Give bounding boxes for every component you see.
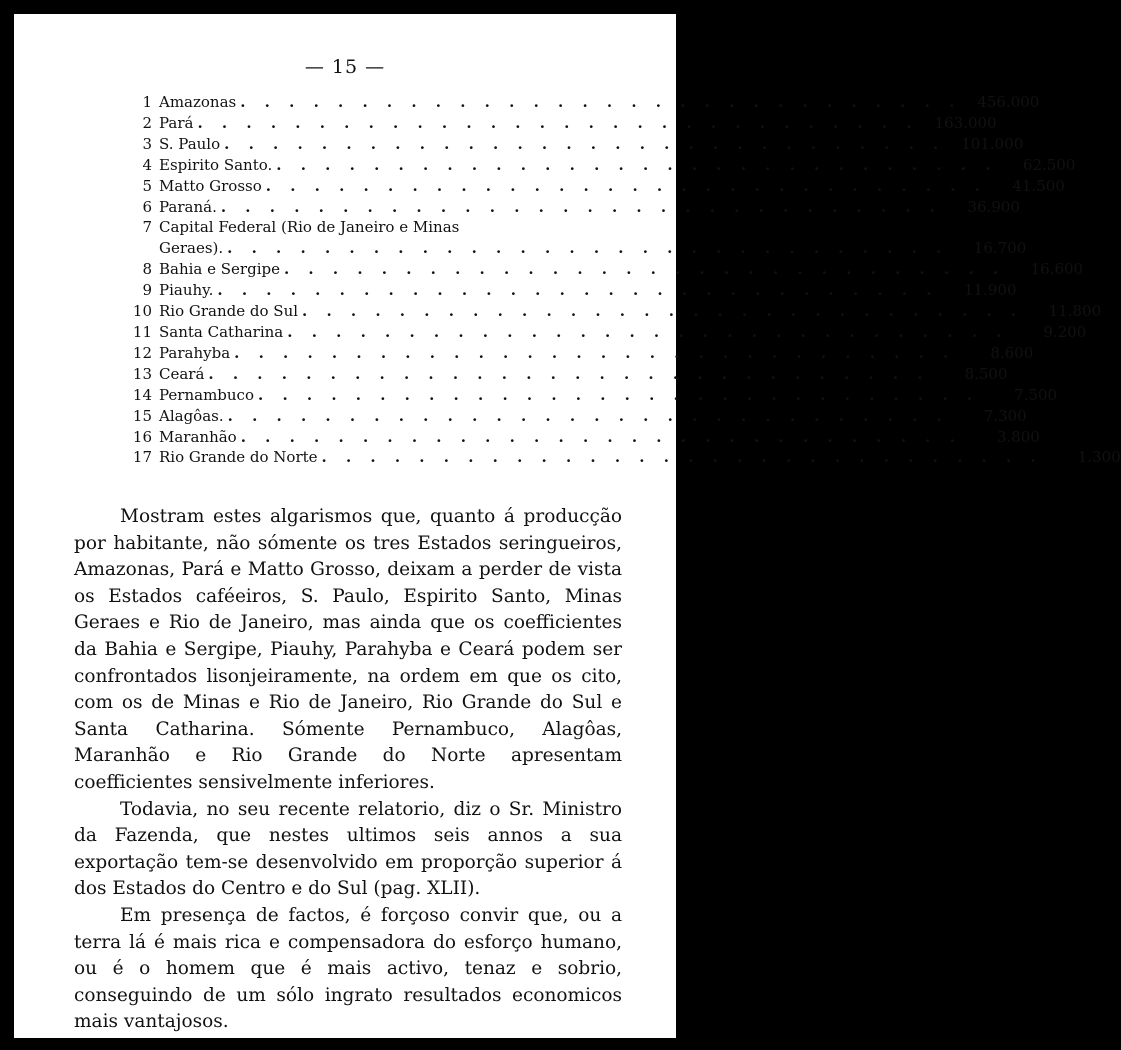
state-name: Espirito Santo. xyxy=(159,155,273,174)
state-ranking-list xyxy=(114,92,1121,468)
state-name: Alagôas. xyxy=(159,406,224,425)
state-name: Capital Federal (Rio de Janeiro e Minas xyxy=(159,218,460,237)
state-name: Bahia e Sergipe xyxy=(159,260,280,279)
list-item-continuation xyxy=(114,238,1027,259)
list-item xyxy=(114,301,1102,322)
list-item xyxy=(114,427,1040,448)
value: 11.800 xyxy=(1048,302,1102,321)
state-name: Rio Grande do Sul xyxy=(159,302,299,321)
dot-leader: . . . . . . . . . . . . . . . . . . . . . . . . . . . . . . xyxy=(227,239,949,258)
value: 62.500 xyxy=(1022,155,1076,174)
state-name: Pará xyxy=(159,113,194,132)
value: 1.300 xyxy=(1077,448,1121,467)
list-item xyxy=(114,134,1024,155)
list-item xyxy=(114,406,1027,427)
list-item xyxy=(114,447,1121,468)
rank-number: 14 xyxy=(132,385,152,404)
dot-leader: . . . . . . . . . . . . . . . . . . . . . . . . . . . . . . xyxy=(321,448,1043,467)
dot-leader: . . . . . . . . . . . . . . . . . . . . . . . . . . . . . . xyxy=(234,343,956,362)
state-name: Pernambuco xyxy=(159,385,254,404)
rank-number: 3 xyxy=(142,134,152,153)
rank-number: 17 xyxy=(132,448,152,467)
rank-number: 16 xyxy=(132,427,152,446)
value: 8.500 xyxy=(964,364,1008,383)
list-item xyxy=(114,280,1017,301)
state-name: Maranhão xyxy=(159,427,237,446)
dot-leader: . . . . . . . . . . . . . . . . . . . . . . . . . . . . . . xyxy=(302,302,1024,321)
state-name: S. Paulo xyxy=(159,134,221,153)
rank-number: 10 xyxy=(132,302,152,321)
dot-leader: . . . . . . . . . . . . . . . . . . . . . . . . . . . . . . xyxy=(208,364,930,383)
list-item xyxy=(114,217,574,238)
state-name: Rio Grande do Norte xyxy=(159,448,318,467)
list-item xyxy=(114,197,1020,218)
dot-leader: . . . . . . . . . . . . . . . . . . . . . . . . . . . . . . xyxy=(258,385,980,404)
value: 7.500 xyxy=(1014,385,1058,404)
dot-leader: . . . . . . . . . . . . . . . . . . . . . . . . . . . . . . xyxy=(283,260,1006,279)
list-item xyxy=(114,113,997,134)
body-text xyxy=(74,504,622,1036)
value: 16.700 xyxy=(973,239,1027,258)
list-item xyxy=(114,385,1058,406)
value: 9.200 xyxy=(1043,322,1087,341)
value: 8.600 xyxy=(990,343,1034,362)
list-item xyxy=(114,259,1084,280)
rank-number: 4 xyxy=(142,155,152,174)
list-item xyxy=(114,322,1087,343)
dot-leader: . . . . . . . . . . . . . . . . . . . . . . . . . . . . . . xyxy=(217,281,939,300)
dot-leader: . . . . . . . . . . . . . . . . . . . . . . . . . . . . . . xyxy=(197,113,919,132)
rank-number: 1 xyxy=(142,93,152,111)
list-item xyxy=(114,343,1034,364)
state-name-continuation: Geraes). xyxy=(159,239,224,258)
dot-leader: . . . . . . . . . . . . . . . . . . . . . . . . . . . . . . xyxy=(276,155,998,174)
value: 456.000 xyxy=(977,93,1040,111)
dot-leader: . . . . . . . . . . . . . . . . . . . . . . . . . . . . . . xyxy=(227,406,949,425)
state-name: Ceará xyxy=(159,364,205,383)
list-item xyxy=(114,176,1065,197)
value: 16.600 xyxy=(1030,260,1084,279)
value: 36.900 xyxy=(967,197,1020,216)
rank-number: 13 xyxy=(132,364,152,383)
document-page xyxy=(14,14,1121,1038)
paragraph: Mostram estes algarismos que, quanto á producção por habitante, não sómente os tres Estados seringueiros, Amazonas, Pará e Matto Grosso, deixam a perder de vista os Estados caféeiros, S. Paulo, Espirito Santo, Minas Geraes e Rio de Janeiro, mas ainda que os coefficientes da Bahia e Sergipe, Piauhy, Parahyba e Ceará podem ser confrontados lisonjeiramente, na ordem em que os cito, com os de Minas e Rio de Janeiro, Rio Grande do Sul e Santa Catharina. Sómente Pernambuco, Alagôas, Maranhão e Rio Grande do Norte apresentam coefficientes sensivelmente inferiores. xyxy=(74,506,622,793)
state-name: Piauhy. xyxy=(159,281,214,300)
rank-number: 6 xyxy=(142,197,152,216)
value: 3.800 xyxy=(996,427,1040,446)
list-item xyxy=(114,155,1076,176)
value: 41.500 xyxy=(1012,176,1065,195)
state-name: Santa Catharina xyxy=(159,322,284,341)
list-item xyxy=(114,364,1008,385)
value: 7.300 xyxy=(983,406,1027,425)
dot-leader: . . . . . . . . . . . . . . . . . . . . . . . . . . . . . . xyxy=(224,134,946,153)
page-number: — 15 — xyxy=(304,56,386,78)
value: 101.000 xyxy=(961,134,1024,153)
rank-number: 8 xyxy=(142,260,152,279)
rank-number: 15 xyxy=(132,406,152,425)
dot-leader: . . . . . . . . . . . . . . . . . . . . . . . . . . . . . . xyxy=(265,176,987,195)
rank-number: 2 xyxy=(142,113,152,132)
paragraph: Em presença de factos, é forçoso convir que, ou a terra lá é mais rica e compensadora do esforço humano, ou é o homem que é mais activo, tenaz e sobrio, conseguindo de um sólo ingrato resultados economicos mais vantajosos. xyxy=(74,904,622,1033)
rank-number: 11 xyxy=(132,322,152,341)
state-name: Matto Grosso xyxy=(159,176,262,195)
dot-leader: . . . . . . . . . . . . . . . . . . . . . . . . . . . . . . xyxy=(287,322,1009,341)
dot-leader: . . . . . . . . . . . . . . . . . . . . . . . . . . . . . . xyxy=(220,197,942,216)
value: 11.900 xyxy=(964,281,1017,300)
list-item xyxy=(114,92,1040,113)
rank-number: 9 xyxy=(142,281,152,300)
rank-number: 5 xyxy=(142,176,152,195)
value: 163.000 xyxy=(934,113,997,132)
dot-leader: . . . . . . . . . . . . . . . . . . . . . . . . . . . . . . xyxy=(240,427,962,446)
rank-number: 12 xyxy=(132,343,152,362)
rank-number: 7 xyxy=(142,218,152,237)
state-name: Paraná. xyxy=(159,197,217,216)
paragraph: Todavia, no seu recente relatorio, diz o Sr. Ministro da Fazenda, que nestes ultimos seis annos a sua exportação tem-se desenvolvido em proporção superior á dos Estados do Centro e do Sul (pag. XLII). xyxy=(74,798,622,900)
state-name: Amazonas xyxy=(159,93,237,111)
dot-leader: . . . . . . . . . . . . . . . . . . . . . . . . . . . . . . xyxy=(240,93,962,111)
state-name: Parahyba xyxy=(159,343,231,362)
